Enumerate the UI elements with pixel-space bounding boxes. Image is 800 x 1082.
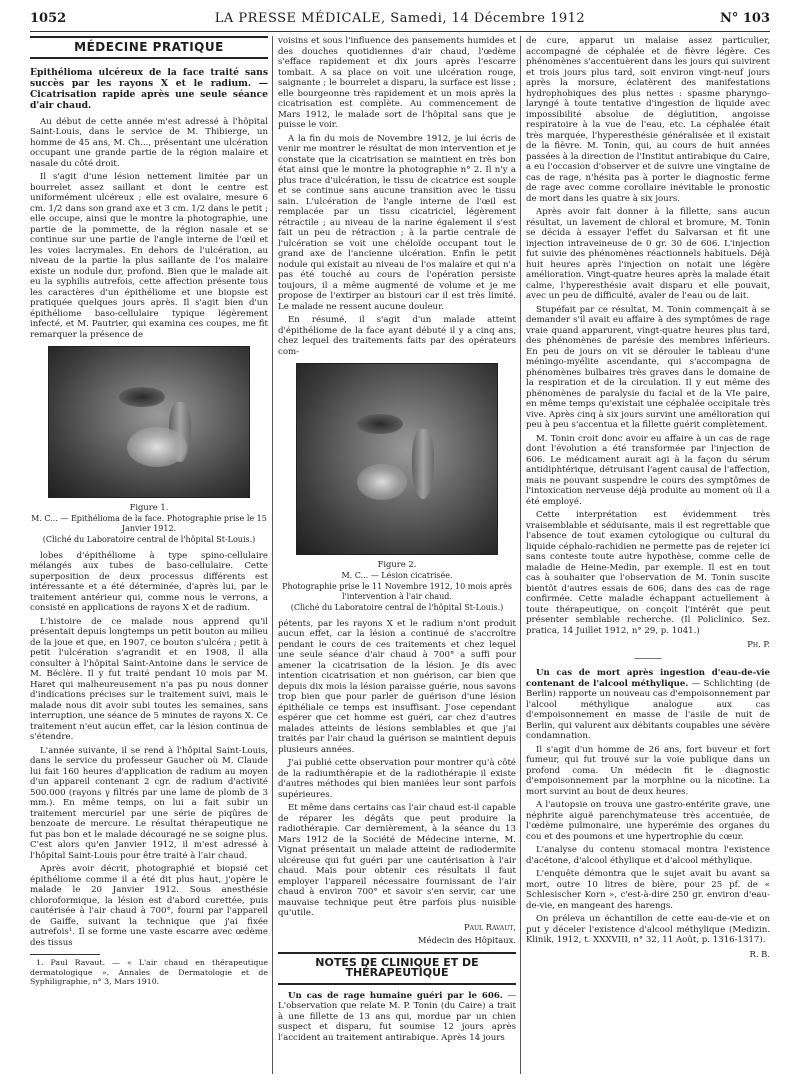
figure-credit: (Cliché du Laboratoire central de l'hôpital St-Louis.) [42,534,256,544]
lesion-area [127,427,187,467]
journal-title: LA PRESSE MÉDICALE, Samedi, 14 Décembre 1912 [214,11,586,26]
nose-shape [412,429,434,499]
paragraph: pétents, par les rayons X et le radium n'ont produit aucun effet, car la lésion a continué de s'accroître pendant le cours de ces traitements et chez lequel une seule séance d'air chaud à 700° a suffi pour amener la cicatrisation de la lésion. Je dis avec intention cicatrisation et non guérison, car bien que depuis dix mois la lésion paraisse guérie, nous savons trop bien que pour parler de guérison d'une lésion épithéliale ce temps est insuffisant. J'ose cependant espérer que cet homme est guéri, car chez d'autres malades atteints de lésions semblables et que j'ai traités par l'air chaud la guérison se maintient depuis plusieurs années. [278,618,516,755]
paragraph: Après avoir décrit, photographié et biopsié cet épithéliome comme il a été dit plus haut, j'opère le malade le 20 Janvier 1912. Sous anesthésie chloroformique, la lésion est d'abord curettée, puis cautérisée à l'air chaud à 700°, fourni par l'appareil de Gaiffe, suivant la technique que j'ai fixée autrefois¹. Il se forme une vaste escarre avec œdème des tissus [30,864,268,948]
page-number: 1052 [30,11,67,26]
paragraph: de cure, apparut un malaise assez particulier, accompagné de céphalée et de fièvre légère. Ces phénomènes s'accentuèrent dans les jours qui suivirent et trois jours plus tard, soit environ vingt-neuf jours après la morsure, éclatèrent des manifestations hydrophobiques des plus nettes : spasme pharyngo-laryngé à toute tentative d'ingestion de liquide avec impossibilité absolue de déglutition, angoisse respiratoire à la vue de l'eau, etc. La céphalée était très marquée, l'hyperesthésie généralisée et il existait de la fièvre. M. Tonin, qui, au cours de huit années passées à la direction de l'Institut antirabique du Caire, a eu l'occasion d'observer et de suivre une vingtaine de cas de rage, n'hésita pas à porter le diagnostic ferme de rage avec comme corollaire inévitable le pronostic de mort dans les quatre à six jours. [526,36,770,204]
figure-label: Figure 2. [377,559,417,569]
paragraph: L'enquête démontra que le sujet avait bu avant sa mort, outre 10 litres de bière, pour 25 pf. de « Schlesischer Korn », c'est-à-dire 250 gr. environ d'eau-de-vie, en mangeant des harengs. [526,869,770,911]
column-divider [272,36,273,1074]
paragraph: L'année suivante, il se rend à l'hôpital Saint-Louis, dans le service du professeur Gaucher où M. Claude lui fait 160 heures d'application de radium au moyen d'un appareil contenant 2 cgr. de radium d'activité 500.000 (rayons γ filtrés par une lame de plomb de 3 mm.). En même temps, on lui a fait subir un traitement mercuriel par une série de piqûres de benzoate de mercure. Le résultat thérapeutique ne fut pas bon et le malade découragé ne se soigne plus. C'est alors qu'en Janvier 1912, il m'est adressé à l'hôpital Saint-Louis pour être traité à l'air chaud. [30,745,268,861]
paragraph: voisins et sous l'influence des pansements humides et des douches quotidiennes d'air chaud, l'œdème s'efface rapidement et dix jours après l'escarre tombait. A sa place on voit une ulcération rouge, saignante ; le bourrelet a disparu, la surface est lisse ; elle bourgeonne très rapidement et un mois après la cicatrisation est complète. Au commencement de Mars 1912, le malade sort de l'hôpital sans que je puisse le voir. [278,36,516,130]
paragraph: — Schlichting (de Berlin) rapporte un nouveau cas d'empoisonnement par l'alcool méthylique analogue aux cas d'empoisonnement en masse de l'asile de nuit de Berlin, qui valurent aux débitants coupables une sévère condamnation. [526,678,770,741]
paragraph: L'histoire de ce malade nous apprend qu'il présentait depuis longtemps un petit bouton au milieu de la joue et que, en 1907, ce bouton s'ulcéra ; petit à petit l'ulcération s'agrandit et en 1908, il alla consulter à l'hôpital Saint-Antoine dans le service de M. Béclère. Il y fut traité pendant 10 mois par M. Haret qui malheureusement n'a pas pu nous donner d'indications précises sur le traitement suivi, mais le malade nous dit avoir subi toutes les semaines, sans interruption, une séance de 5 minutes de rayons X. Ce traitement n'eut aucun effet, car la lésion continua de s'étendre. [30,616,268,742]
scar-area [357,464,407,500]
column-1 [30,36,268,1076]
paragraph: A l'autopsie on trouva une gastro-entérite grave, une néphrite aiguë parenchymateuse très accentuée, de l'œdème pulmonaire, une hyperémie des organes du cou et des poumons et une hypertrophie du cœur. [526,800,770,842]
paragraph: En résumé, il s'agit d'un malade atteint d'épithéliome de la face ayant débuté il y a cinq ans, chez lequel des traitements faits par des opérateurs com- [278,315,516,357]
signature: Ph. P. [747,639,770,649]
paragraph: Il s'agit d'un homme de 26 ans, fort buveur et fort fumeur, qui fut trouvé sur la voie publique dans un profond coma. Un médecin fit le diagnostic d'empoisonnement par la morphine ou la nicotine. La mort survint au bout de deux heures. [526,744,770,797]
column-divider [520,36,521,1074]
author-title: Médecin des Hôpitaux. [417,935,516,945]
separator: ――― [634,653,662,664]
paragraph: On préleva un échantillon de cette eau-de-vie et on put y déceler l'existence d'alcool méthylique (Medizin. Klinik, 1912, t. XXXVIII, n° 32, 11 Août, p. 1316-1317). [526,914,770,945]
running-header [30,9,770,31]
face-photograph-icon [48,346,250,498]
paragraph: L'analyse du contenu stomacal montra l'existence d'acétone, d'alcool éthylique et d'alcool méthylique. [526,845,770,866]
note-title: Un cas de mort après ingestion d'eau-de-vie contenant de l'alcool méthylique. [526,668,770,689]
footnote-rule [30,954,100,955]
figure-2 [278,363,516,613]
paragraph: Après avoir fait donner à la fillette, sans aucun résultat, un lavement de chloral et bromure, M. Tonin se décida à essayer l'effet du Salvarsan et fit une injection intraveineuse de 0 gr. 30 de 606. L'injection fut suivie des phénomènes réactionnels habituels. Déjà huit heures après l'injection on notait une légère amélioration. Vingt-quatre heures après la malade était calme, l'hyperesthésie avait disparu et elle pouvait, avec un peu de difficulté, avaler de l'eau ou de lait. [526,207,770,301]
paragraph: Et même dans certains cas l'air chaud est-il capable de réparer les dégâts que peut produire la radiothérapie. Car dernièrement, à la séance du 13 Mars 1912 de la Société de Médecine interne, M. Vignat présentait un malade atteint de radiodermite ulcéreuse qui fut guéri par une cautérisation à l'air chaud. Mais pour obtenir ces résultats il faut employer l'appareil nécessaire fournissant de l'air chaud à environ 700° et savoir s'en servir, car une mauvaise technique peut être parfois plus nuisible qu'utile. [278,803,516,918]
paragraph: Il s'agit d'une lésion nettement limitée par un bourrelet assez saillant et dont le centre est uniformément ulcéreux ; elle est ovalaire, mesure 6 cm. 1/2 dans son grand axe et 3 cm. 1/2 dans le petit ; elle occupe, ainsi que le montre la photographie, une partie de la pommette, de la région nasale et se continue sur une partie de l'angle interne de l'œil et les voies lacrymales. En dehors de l'ulcération, au niveau de la partie la plus saillante de l'os malaire existe un nodule dur, profond. Bien que le malade ait eu la syphilis autrefois, cette affection présente tous les caractères d'un épithéliome et une biopsie est pratiquée quelques jours après. Il s'agit bien d'un épithéliome baso-cellulaire typique légèrement infecté, et M. Pautrier, qui examina ces coupes, me fit remarquer la présence de [30,172,268,340]
issue-number: N° 103 [719,11,770,26]
figure-caption: Photographie prise le 11 Novembre 1912, 10 mois après l'intervention à l'air chaud. [282,581,512,601]
eye-shadow [119,387,165,407]
column-3 [526,36,770,1076]
paragraph: lobes d'épithéliome à type spino-cellulaire mélangés aux tubes de baso-cellulaire. Cette superposition de deux processus différents est intéressante et a été déterminée, d'après lui, par le traitement antérieur qui, comme nous le verrons, a consisté en applications de rayons X et de radium. [30,550,268,613]
signature: R. B. [749,948,770,959]
article-title: Epithélioma ulcéreux de la face traité sans succès par les rayons X et le radium. — Cicatrisation rapide après une seule séance d'air chaud. [30,66,268,111]
paragraph: M. Tonin croit donc avoir eu affaire à un cas de rage dont l'évolution a été transformée par l'injection de 606. Le médicament aurait agi à la façon du sérum antidiphtérique, détruisant l'agent causal de l'affection, mais ne pouvant suspendre le cours des symptômes de l'intoxication nerveuse déjà produite au moment où il a été employé. [526,433,770,507]
figure-caption: M. C... — Epithélioma de la face. Photographie prise le 15 Janvier 1912. [31,513,267,533]
header-rule [30,31,770,32]
eye-shadow [357,414,403,434]
figure-label: Figure 1. [129,502,169,512]
figure-caption: M. C... — Lésion cicatrisée. [341,570,453,580]
figure-credit: (Cliché du Laboratoire central de l'hôpital St-Louis.) [290,602,504,612]
author-name: Paul Ravaut, [464,921,516,932]
note-title: Un cas de rage humaine guéri par le 606. [288,990,503,1001]
paragraph: A la fin du mois de Novembre 1912, je lui écris de venir me montrer le résultat de mon intervention et je constate que la cicatrisation se maintient en très bon état ainsi que le montre la photographie n° 2. Il n'y a plus trace d'ulcération, le tissu de cicatrice est souple et se continue sans aucune transition avec le tissu sain. L'ulcération de l'angle interne de l'œil est remplacée par un tissu cicatriciel, légèrement rétractile ; au niveau de la narine également il s'est fait un peu de rétraction ; à la partie centrale de l'ulcération se voit une chéloïde occupant tout le grand axe de l'ancienne ulcération. Enfin le petit nodule qui existait au niveau de l'os malaire et qui n'a pas été touché au cours de l'opération persiste toujours, il a même augmenté de volume et je me propose de l'extirper au bistouri car il est très limité. Le malade ne ressent aucune douleur. [278,133,516,312]
paragraph: Cette interprétation est évidemment très vraisemblable et séduisante, mais il est regrettable que l'absence de tout examen cytologique ou cultural du liquide céphalo-rachidien ne permette pas de rejeter ici sans conteste toute autre hypothèse, comme celle de maladie de Heine-Medin, par exemple. Il est en tout cas à souhaiter que l'observation de M. Tonin suscite bientôt d'autres essais de 606, dans des cas de rage confirmée. Cette maladie échappant actuellement à toute thérapeutique, on conçoit l'intérêt que peut présenter semblable recherche. (Il Policlinico. Sez. pratica, 14 Juillet 1912, n° 29, p. 1041.) [526,510,770,636]
paragraph: Au début de cette année m'est adressé à l'hôpital Saint-Louis, dans le service de M. Thibierge, un homme de 45 ans, M. Ch..., présentant une ulcération occupant une grande partie de la région malaire et nasale du côté droit. [30,116,268,169]
paragraph: L'observation que relate M. P. Tonin (du Caire) a trait à une fillette de 13 ans qui, mordue par un chien suspect et disparu, fut soumise 12 jours après l'accident au traitement antirabique. Après 14 jours [278,1001,516,1043]
notes-section-title: NOTES DE CLINIQUE ET DE THÉRAPEUTIQUE [278,952,516,985]
section-title: MÉDECINE PRATIQUE [30,36,268,59]
column-2: voisins et sous l'influence des pansements humides et des douches quotidiennes d'air chaud, l'œdème s'efface rapidement et dix jours après l'escarre tombait. A sa place on voit une ulcération rouge, saignante ; le bourrelet a disparu, la surface est lisse ; elle bourgeonne très rapidement et un mois après la cicatrisation est complète. Au commencement de Mars 1912, le malade sort de l'hôpital sans que je puisse le voir. A la fin du mois de Novembre 1912, je lui écris de venir me montrer le résultat de mon intervention et je constate que la cicatrisation se maintient en très bon état ainsi que le montre la photographie n° 2. Il n'y a plus trace d'ulcération, le tissu de cicatrice est souple et se continue sans aucune transition avec le tissu sain. L'ulcération de l'angle interne de l'œil est remplacée par un tissu cicatriciel, légèrement rétractile ; au niveau de la narine également il s'est fait un peu de rétraction ; à la partie centrale de l'ulcération se voit une chéloïde occupant tout le grand axe de l'ancienne ulcération. Enfin le petit nodule qui existait au niveau de l'os malaire et qui n'a pas été touché au cours de l'opération persiste toujours, il a même augmenté de volume et je me propose de l'extirper au bistouri car il est très limité. Le malade ne ressent aucune douleur. En résumé, il s'agit d'un malade atteint d'épithéliome de la face ayant débuté il y a cinq ans, chez lequel des traitements faits par des opérateurs com- Figure 2. M. C... — Lésion cicatrisée. Photographie prise le 11 Novembre 1912, 10 mois après l'intervention à l'air chaud. (Cliché du Laboratoire central de l'hôpital St-Louis.) pétents, par les rayons X et le radium n'ont produit aucun effet, car la lésion a continué de s'accroître pendant le cours de ces traitements et chez lequel une seule séance d'air chaud à 700° a suffi pour amener la cicatrisation de la lésion. Je dis avec intention cicatrisation et non guérison, car bien que depuis dix mois la lésion paraisse guérie, nous savons trop bien que pour parler de guérison d'une lésion épithéliale ce temps est insuffisant. J'ose cependant espérer que cet homme est guéri, car chez d'autres malades atteints de lésions semblables et que j'ai traités par l'air chaud la guérison se maintient depuis plusieurs années. J'ai publié cette observation pour montrer qu'à côté de la radiumthérapie et de la radiothérapie il existe d'autres méthodes qui bien maniées leur sont parfois supérieures. Et même dans certains cas l'air chaud est-il capable de réparer les dégâts que peut produire la radiothérapie. Car dernièrement, à la séance du 13 Mars 1912 de la Société de Médecine interne, M. Vignat présentait un malade atteint de radiodermite ulcéreuse qui fut guéri par une cautérisation à l'air chaud. Mais pour obtenir ces résultats il faut employer l'appareil nécessaire fournissant de l'air chaud à environ 700° et savoir s'en servir, car une mauvaise technique peut être parfois plus nuisible qu'utile. Paul Ravaut, Médecin des Hôpitaux. NOTES DE CLINIQUE ET DE THÉRAPEUTIQUE Un cas de rage humaine guéri par le 606. — L'observation que relate M. P. Tonin (du Caire) a trait à une fillette de 13 ans qui, mordue par un chien suspect et disparu, fut soumise 12 jours après l'accident au traitement antirabique. Après 14 jours [278,36,516,1043]
face-photograph-icon [296,363,498,555]
footnote: 1. Paul Ravaut. — « L'air chaud en thérapeutique dermatologique ». Annales de Dermatologie et de Syphiligraphie, n° 3, Mars 1910. [30,958,268,986]
paragraph: Stupéfait par ce résultat, M. Tonin commençait à se demander s'il avait eu affaire à des symptômes de rage vraie quand apparurent, vingt-quatre heures plus tard, des phénomènes de parésie des membres inférieurs. En peu de jours on vit se dérouler le tableau d'une méningo-myélite ascendante, qui s'accompagna de phénomènes bulbaires très graves dans le domaine de la respiration et de la circulation. Il y eut même des phénomènes de paralysie du facial et de la VIe paire, en même temps qu'existait une céphalée occipitale très vive. Après cinq à six jours survint une amélioration qui peu à peu s'accentua et la fillette guérit complètement. [526,304,770,430]
figure-1 [30,346,268,545]
paragraph: J'ai publié cette observation pour montrer qu'à côté de la radiumthérapie et de la radiothérapie il existe d'autres méthodes qui bien maniées leur sont parfois supérieures. [278,758,516,800]
